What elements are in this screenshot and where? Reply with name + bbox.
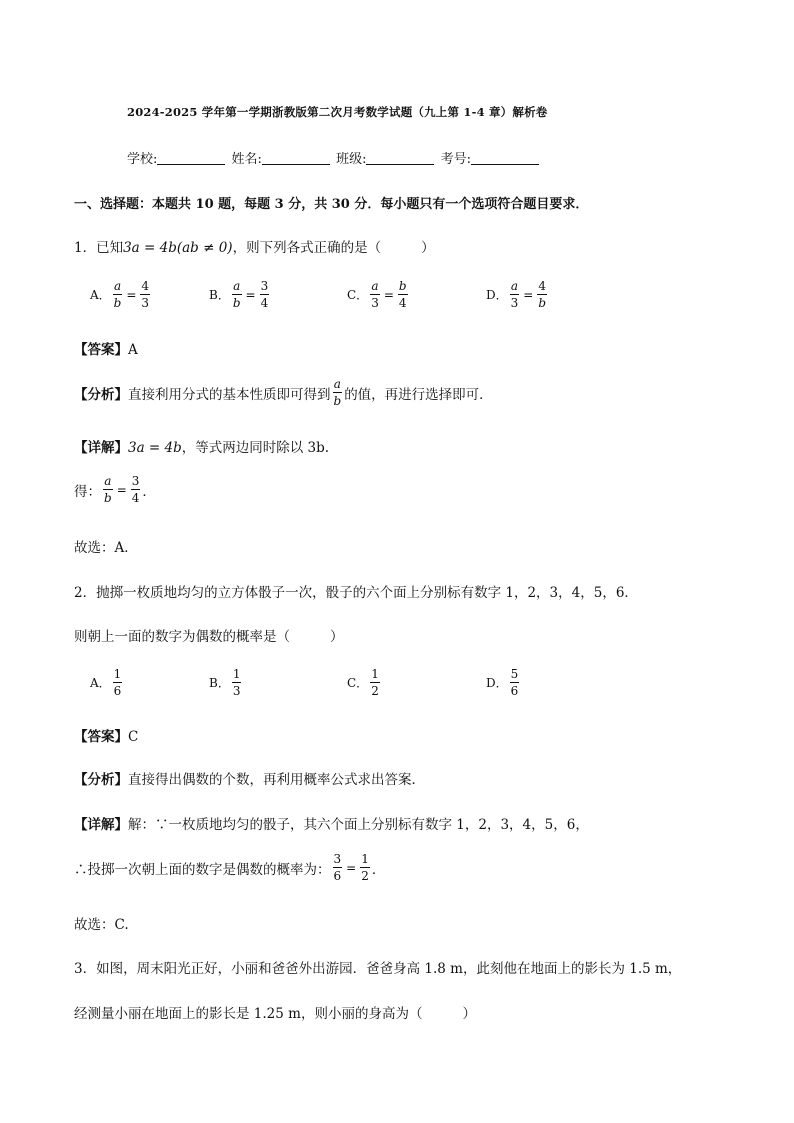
q1-answer: 【答案】A [74, 342, 138, 358]
class-label: 班级: [336, 152, 367, 167]
q2-option-b[interactable]: B． $\frac{1}{3}$ [209, 667, 241, 698]
school-blank[interactable] [157, 151, 225, 165]
question-3-stem-line2: 经测量小丽在地面上的影长是 1.25 m，则小丽的身高为（ ） [74, 1006, 476, 1022]
question-2-stem-line1: 2．抛掷一枚质地均匀的立方体骰子一次，骰子的六个面上分别标有数字 1，2，3，4，5，6． [74, 585, 638, 601]
q1-option-b[interactable]: B． $\frac{a}{b}$ = $\frac{3}{4}$ [209, 279, 269, 310]
q1-option-d[interactable]: D． $\frac{a}{3}$ = $\frac{4}{b}$ [486, 279, 547, 310]
q2-analysis: 【分析】直接得出偶数的个数，再利用概率公式求出答案． [74, 772, 425, 788]
number-label: 考号: [440, 152, 471, 167]
page-title: 2024-2025 学年第一学期浙教版第二次月考数学试题（九上第 1-4 章）解析卷 [127, 105, 548, 119]
question-2-stem-line2: 则朝上一面的数字为偶数的概率是（ ） [74, 629, 344, 645]
school-label: 学校: [127, 152, 158, 167]
name-blank[interactable] [262, 151, 330, 165]
student-info-fields [127, 148, 541, 167]
q1-option-c[interactable]: C． $\frac{a}{3}$ = $\frac{b}{4}$ [347, 279, 407, 310]
q1-option-a[interactable]: A． $\frac{a}{b}$ = $\frac{4}{3}$ [90, 279, 150, 310]
q2-answer: 【答案】C [74, 729, 139, 745]
q2-option-c[interactable]: C． $\frac{1}{2}$ [347, 667, 379, 698]
q2-probability: ∴投掷一次朝上面的数字是偶数的概率为： $\frac{3}{6}$ = $\frac{1}{2}$ ． [74, 852, 386, 883]
q1-condition-math: 3a = 4b(ab ≠ 0) [123, 240, 233, 256]
q2-detail: 【详解】解：∵一枚质地均匀的骰子，其六个面上分别标有数字 1，2，3，4，5，6， [74, 817, 589, 833]
question-3-stem-line1: 3．如图，周末阳光正好，小丽和爸爸外出游园．爸爸身高 1.8 m，此刻他在地面上的影长为 1.5 m， [74, 961, 682, 977]
question-1-stem: 1．已知3a = 4b(ab ≠ 0)，则下列各式正确的是（ ） [74, 240, 435, 256]
number-blank[interactable] [471, 151, 539, 165]
q1-result: 得： $\frac{a}{b}$ = $\frac{3}{4}$ ． [74, 474, 156, 505]
q1-analysis: 【分析】 直接利用分式的基本性质即可得到 $\frac{a}{b}$ 的值，再进行选择即可． [74, 377, 493, 408]
section-heading: 一、选择题：本题共 10 题，每题 3 分，共 30 分．每小题只有一个选项符合题目要求． [74, 197, 589, 212]
q2-option-a[interactable]: A． $\frac{1}{6}$ [90, 667, 122, 698]
q2-choice: 故选：C. [74, 917, 129, 933]
q1-choice: 故选：A． [74, 540, 138, 556]
class-blank[interactable] [366, 151, 434, 165]
q2-option-d[interactable]: D． $\frac{5}{6}$ [486, 667, 519, 698]
name-label: 姓名: [231, 152, 262, 167]
q1-detail: 【详解】3a = 4b，等式两边同时除以 3b. [74, 440, 330, 456]
